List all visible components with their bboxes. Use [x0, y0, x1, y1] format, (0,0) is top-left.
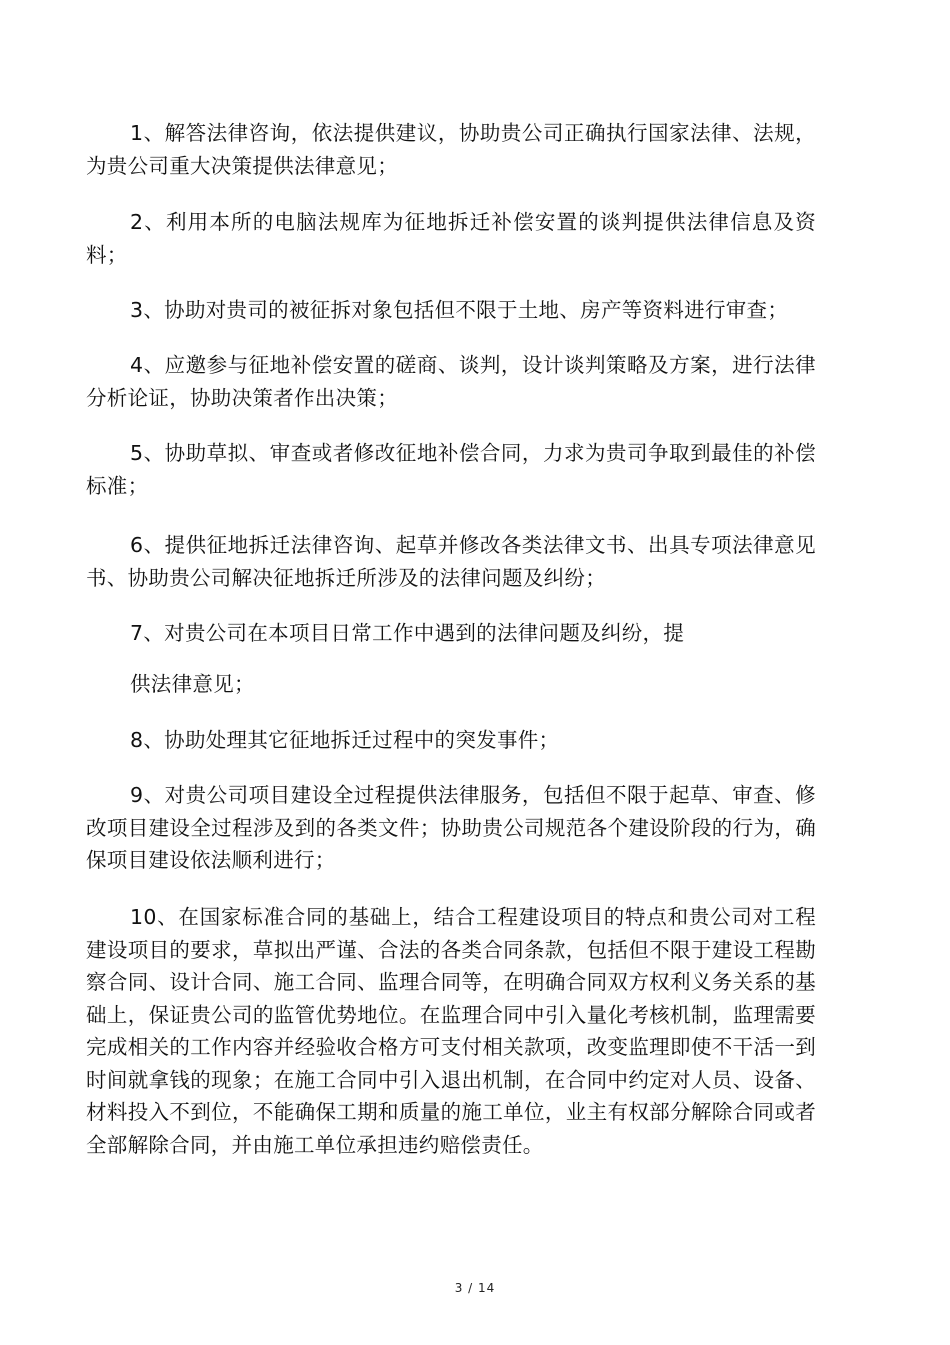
list-item-9: 9、对贵公司项目建设全过程提供法律服务，包括但不限于起草、审查、修改项目建设全过程涉及到的各类文件；协助贵公司规范各个建设阶段的行为，确保项目建设依法顺利进行； — [86, 783, 816, 872]
list-item-8: 8、协助处理其它征地拆迁过程中的突发事件； — [130, 728, 560, 752]
list-item-5: 5、协助草拟、审查或者修改征地补偿合同，力求为贵司争取到最佳的补偿标准； — [86, 441, 816, 498]
list-item-4: 4、应邀参与征地补偿安置的磋商、谈判，设计谈判策略及方案，进行法律分析论证，协助决策者作出决策； — [86, 353, 816, 410]
list-item-6: 6、提供征地拆迁法律咨询、起草并修改各类法律文书、出具专项法律意见书、协助贵公司解决征地拆迁所涉及的法律问题及纠纷； — [86, 533, 816, 590]
list-item-7-continuation: 供法律意见； — [130, 672, 255, 696]
page-number: 3 / 14 — [454, 1281, 496, 1295]
list-item-1: 1、解答法律咨询，依法提供建议，协助贵公司正确执行国家法律、法规，为贵公司重大决策提供法律意见； — [86, 121, 816, 178]
list-item-7: 7、对贵公司在本项目日常工作中遇到的法律问题及纠纷，提 — [130, 621, 685, 645]
list-item-3: 3、协助对贵司的被征拆对象包括但不限于土地、房产等资料进行审查； — [130, 298, 789, 322]
list-item-10: 10、在国家标准合同的基础上，结合工程建设项目的特点和贵公司对工程建设项目的要求，草拟出严谨、合法的各类合同条款，包括但不限于建设工程勘察合同、设计合同、施工合同、监理合同等，在明确合同双方权利义务关系的基础上，保证贵公司的监管优势地位。在监理合同中引入量化考核机制，监理需要完成相关的工作内容并经验收合格方可支付相关款项，改变监理即使不干活一到时间就拿钱的现象；在施工合同中引入退出机制，在合同中约定对人员、设备、材料投入不到位，不能确保工期和质量的施工单位，业主有权部分解除合同或者全部解除合同，并由施工单位承担违约赔偿责任。 — [86, 905, 816, 1157]
list-item-2: 2、利用本所的电脑法规库为征地拆迁补偿安置的谈判提供法律信息及资料； — [86, 210, 816, 267]
